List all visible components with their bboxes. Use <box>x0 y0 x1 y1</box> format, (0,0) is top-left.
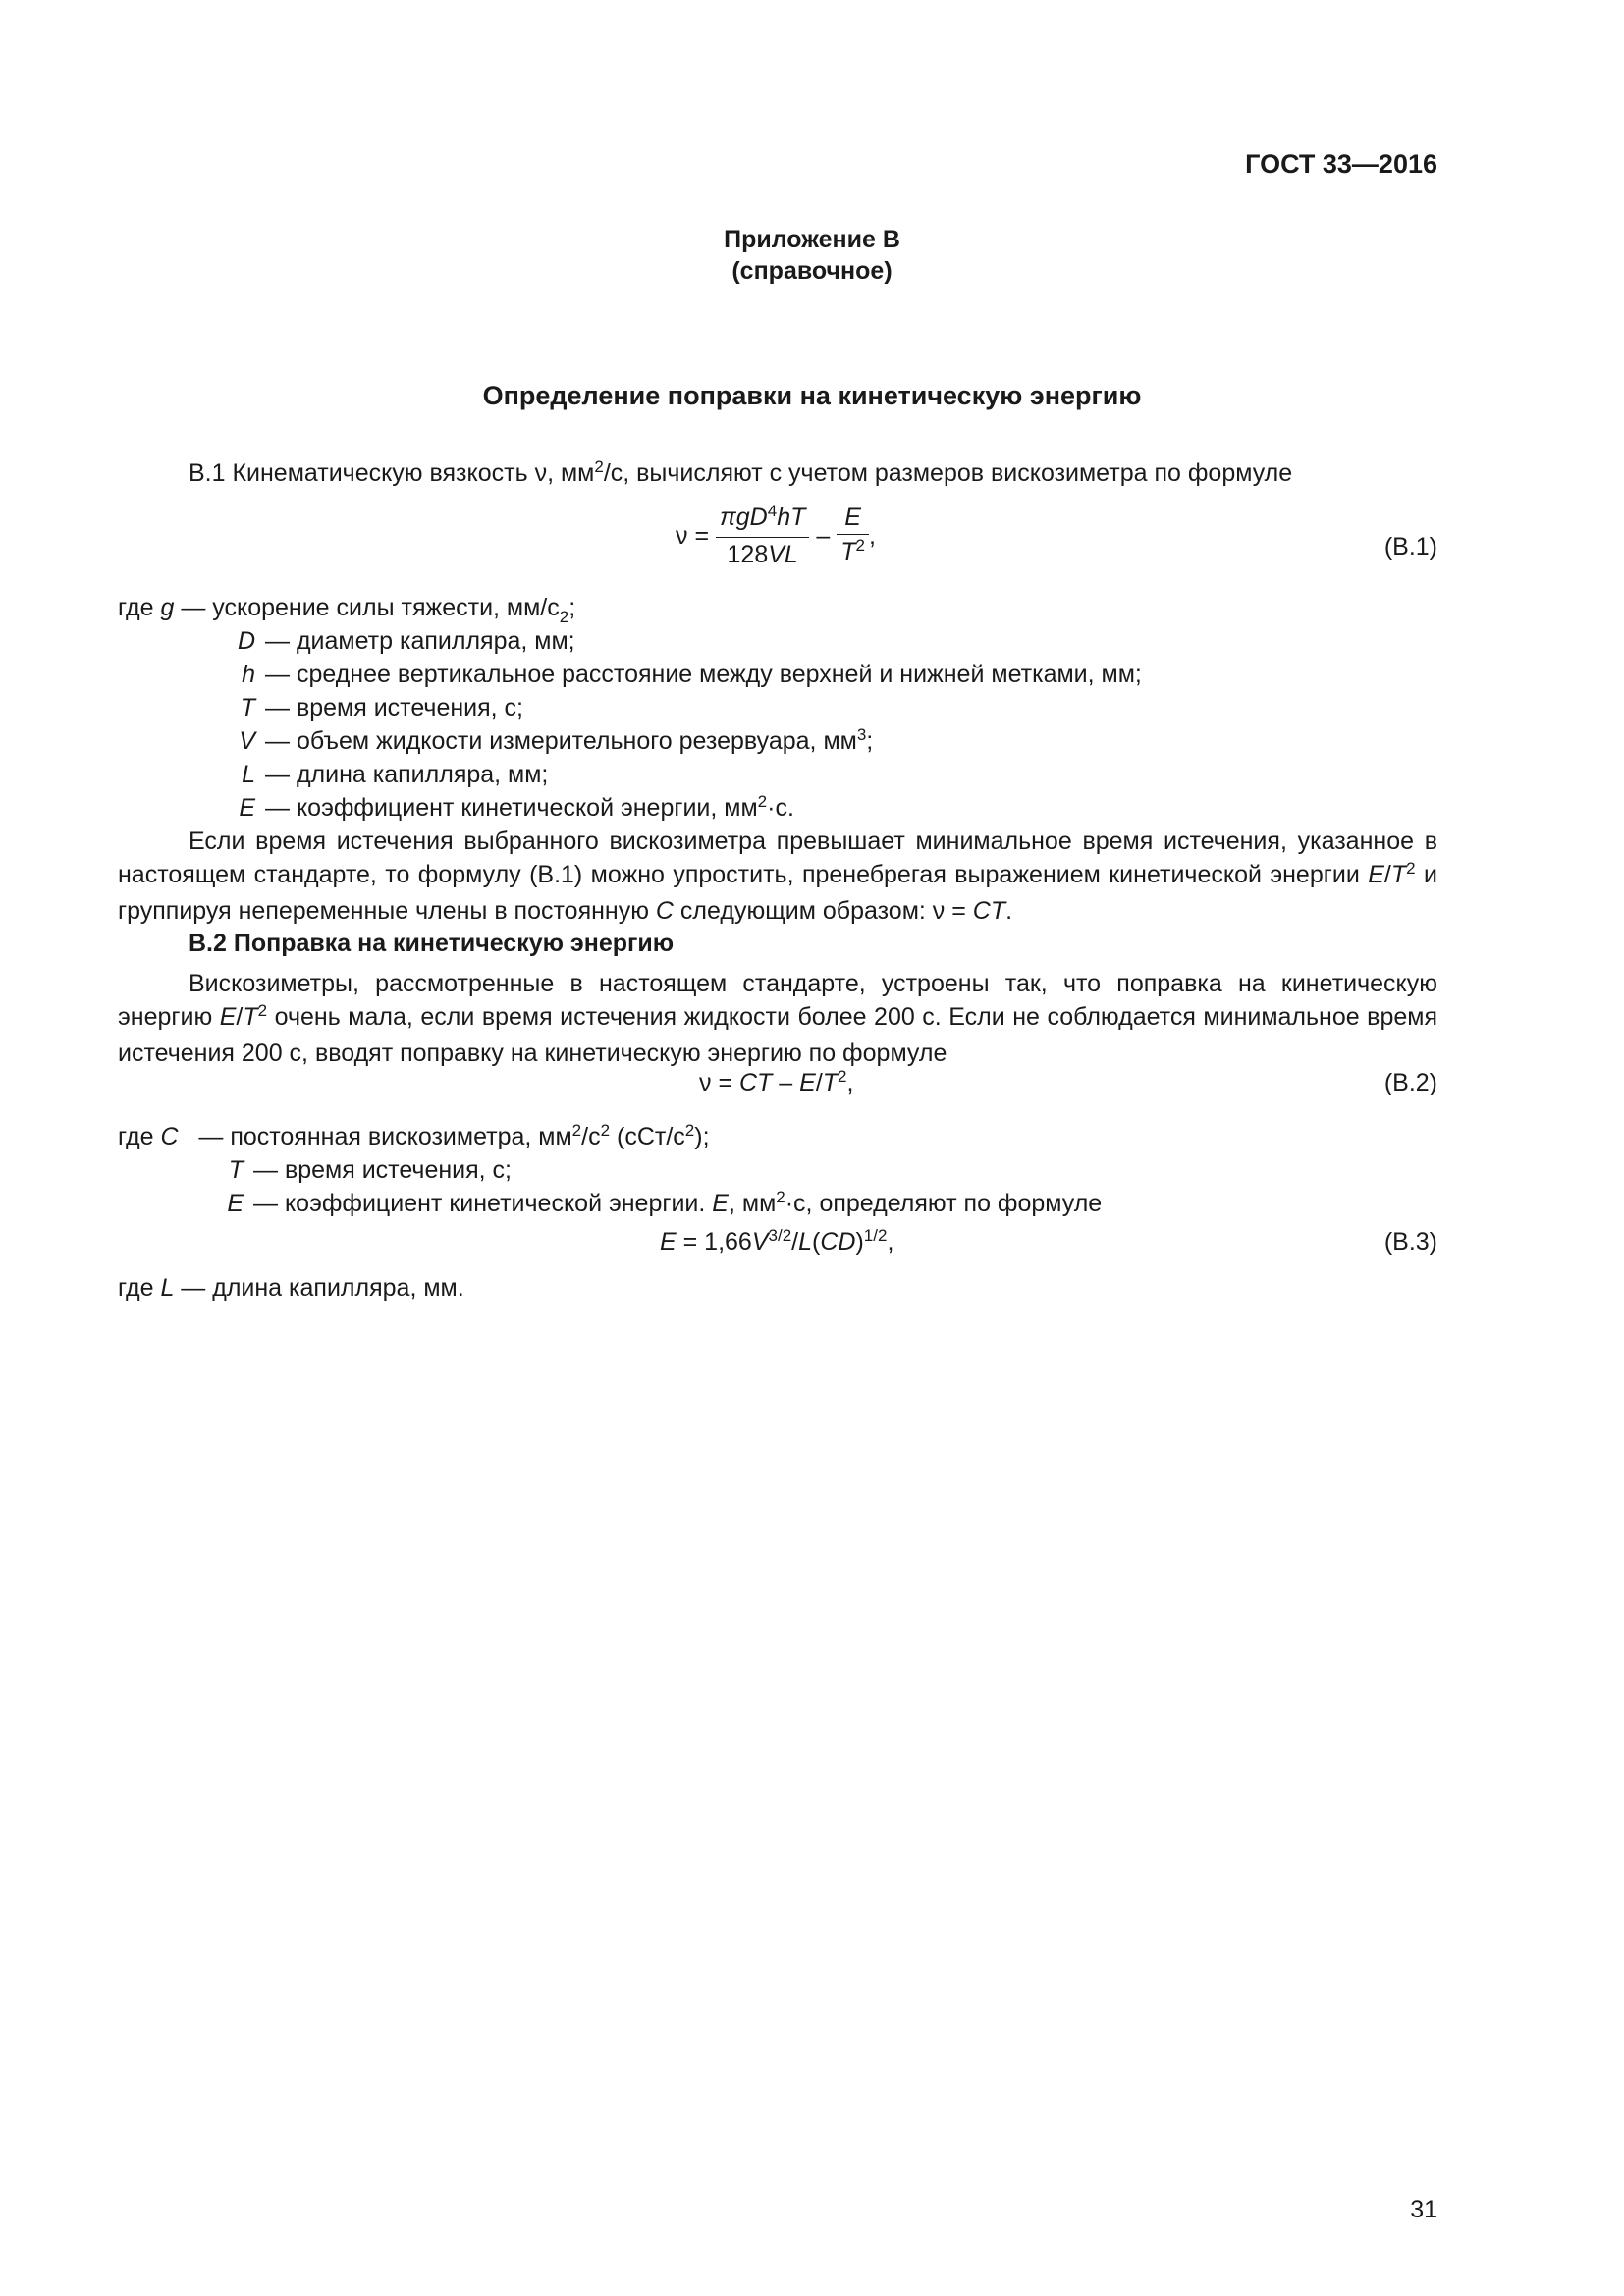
document-code: ГОСТ 33—2016 <box>1245 149 1437 179</box>
fraction-kinetic: $\frac{E}{T^2}$ <box>837 503 869 569</box>
appendix-title: Приложение В <box>724 226 900 253</box>
list-item: h — среднее вертикальное расстояние между верхней и нижней метками, мм; <box>242 661 1142 688</box>
fraction-main: $\frac{\pi gD^4hT}{128VL}$ <box>716 503 809 569</box>
list-item: E — коэффициент кинетической энергии. E, $мм^2\cdot с$, определяют по формуле <box>227 1188 1103 1217</box>
list-item: где C — постоянная вискозиметра, $мм^2/с^2$ $(сСт/с^2)$; <box>118 1121 710 1150</box>
list-item: T — время истечения, с; <box>240 694 523 721</box>
appendix-heading <box>0 224 1624 287</box>
variable-definition-l: где L — длина капилляра, мм. <box>118 1274 464 1302</box>
equation-number: (B.3) <box>1383 1228 1437 1255</box>
equation-number: (B.1) <box>1383 533 1437 561</box>
list-item: V — объем жидкости измерительного резервуара, $мм^3$; <box>239 725 874 755</box>
formula-b2: ν = CT – $E/T^2$, (B.2) <box>118 1066 1437 1101</box>
subsection-title-b2: В.2 Поправка на кинетическую энергию <box>189 930 675 957</box>
section-title: Определение поправки на кинетическую энергию <box>482 381 1142 410</box>
paragraph-simplification: Если время истечения выбранного вискозиметра превышает минимальное время истечения, указанное в настоящем стандарте, то формулу (В.1) можно упростить, пренебрегая выражением кинетической энергии $E/T^2$ и группируя непеременные члены в постоянную C следующим образом: ν = CT. <box>118 828 1437 925</box>
equation-number: (B.2) <box>1383 1069 1437 1096</box>
list-item: T — время истечения, с; <box>228 1156 512 1184</box>
list-item: где g — ускорение силы тяжести, $мм/с_2$; <box>118 594 576 626</box>
formula-b1: ν = $\frac{\pi gD^4hT}{128VL}$ – $\frac{E}{T^2}$ , (B.1) <box>676 502 1437 568</box>
formula-b3: $E = 1,66V^{3/2}/L(CD)^{1/2}$, (B.3) <box>118 1225 1437 1260</box>
page-number: 31 <box>1410 2196 1437 2223</box>
appendix-subtitle: (справочное) <box>731 257 893 285</box>
variable-list-b2 <box>118 1120 1437 1220</box>
denominator-main: 128VL <box>727 541 798 568</box>
list-item: D — диаметр капилляра, мм; <box>237 627 575 655</box>
variable-list-b1 <box>118 591 1437 825</box>
list-item: L — длина капилляра, мм; <box>242 761 549 788</box>
paragraph-b1: В.1 Кинематическую вязкость ν, $мм^2/с$, вычисляют с учетом размеров вискозиметра по формуле <box>189 457 1293 487</box>
list-item: E — коэффициент кинетической энергии, $мм^2\cdot с$. <box>239 792 794 822</box>
paragraph-b2: Вискозиметры, рассмотренные в настоящем стандарте, устроены так, что поправка на кинетическую энергию $E/T^2$ очень мала, если время истечения жидкости более 200 с. Если не соблюдается минимальное время истечения 200 с, вводят поправку на кинетическую энергию по формуле <box>118 970 1437 1067</box>
